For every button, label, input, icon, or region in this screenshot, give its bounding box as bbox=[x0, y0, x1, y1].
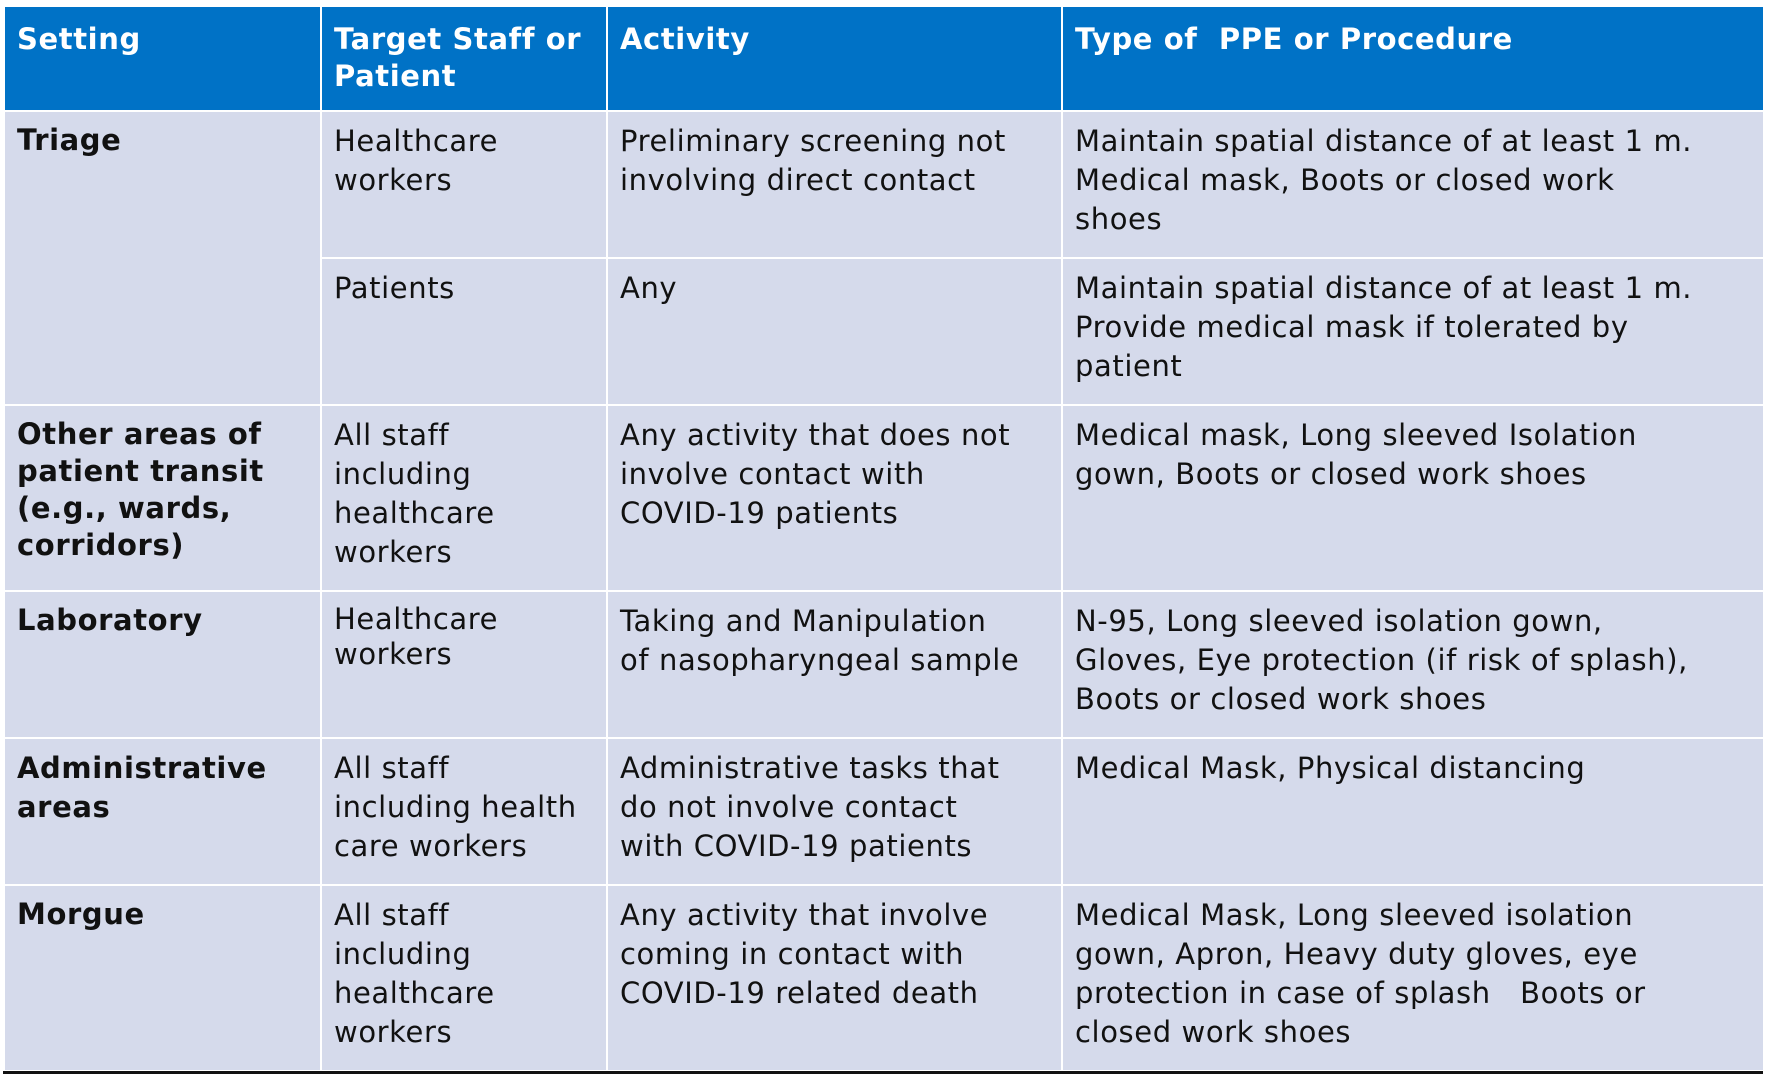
header-activity bbox=[607, 6, 1062, 111]
target-cell bbox=[321, 405, 607, 591]
target-cell bbox=[321, 591, 607, 738]
cell-line: Patients bbox=[334, 271, 455, 305]
bottom-divider bbox=[3, 1071, 1763, 1074]
table-row bbox=[4, 405, 1764, 591]
table-row bbox=[4, 591, 1764, 738]
header-row bbox=[4, 6, 1764, 111]
cell-line: Medical mask, Long sleeved Isolation bbox=[1075, 418, 1637, 452]
cell-line: of nasopharyngeal sample bbox=[620, 643, 1020, 677]
target-cell bbox=[321, 885, 607, 1071]
cell-line: areas bbox=[17, 790, 111, 824]
cell-line: All staff bbox=[334, 418, 450, 452]
ppe-cell bbox=[1062, 738, 1764, 885]
target-cell bbox=[321, 258, 607, 405]
setting-cell-administrative-areas bbox=[4, 738, 321, 885]
cell-line: Medical mask, Boots or closed work bbox=[1075, 163, 1615, 197]
cell-line: with COVID-19 patients bbox=[620, 829, 973, 863]
cell-line: Administrative bbox=[17, 751, 267, 785]
cell-line: Provide medical mask if tolerated by bbox=[1075, 310, 1629, 344]
activity-cell bbox=[607, 885, 1062, 1071]
header-ppe-or-procedure bbox=[1062, 6, 1764, 111]
table-header bbox=[4, 6, 1764, 111]
target-cell bbox=[321, 111, 607, 258]
cell-line: patient bbox=[1075, 349, 1183, 383]
activity-cell bbox=[607, 591, 1062, 738]
activity-cell bbox=[607, 405, 1062, 591]
cell-line: Any activity that does not bbox=[620, 418, 1011, 452]
cell-line: closed work shoes bbox=[1075, 1015, 1352, 1049]
header-target-staff-or-patient bbox=[321, 6, 607, 111]
activity-cell bbox=[607, 111, 1062, 258]
ppe-cell bbox=[1062, 885, 1764, 1071]
cell-line: patient transit bbox=[17, 454, 264, 488]
cell-line: workers bbox=[334, 1015, 453, 1049]
cell-line: including bbox=[334, 937, 472, 971]
setting-cell-morgue bbox=[4, 885, 321, 1071]
cell-line: protection in case of splash Boots or bbox=[1075, 976, 1646, 1010]
activity-cell bbox=[607, 738, 1062, 885]
setting-cell-triage bbox=[4, 111, 321, 405]
cell-line: (e.g., wards, bbox=[17, 491, 232, 525]
ppe-cell bbox=[1062, 111, 1764, 258]
cell-line: shoes bbox=[1075, 202, 1163, 236]
header-ppe-line: Type of PPE or Procedure bbox=[1075, 22, 1513, 56]
cell-line: Maintain spatial distance of at least 1 m. bbox=[1075, 271, 1693, 305]
cell-line: Healthcare bbox=[334, 602, 499, 636]
cell-line: Laboratory bbox=[17, 603, 203, 637]
cell-line: Triage bbox=[17, 123, 122, 157]
cell-line: corridors) bbox=[17, 528, 185, 562]
cell-line: COVID-19 patients bbox=[620, 496, 899, 530]
cell-line: Taking and Manipulation bbox=[620, 604, 987, 638]
header-setting-line: Setting bbox=[17, 22, 141, 56]
cell-line: Healthcare bbox=[334, 124, 499, 158]
setting-cell-laboratory bbox=[4, 591, 321, 738]
cell-line: Any bbox=[620, 271, 678, 305]
cell-line: Other areas of bbox=[17, 417, 262, 451]
cell-line: including bbox=[334, 457, 472, 491]
cell-line: including health bbox=[334, 790, 577, 824]
cell-line: Administrative tasks that bbox=[620, 751, 1000, 785]
header-activity-line: Activity bbox=[620, 22, 750, 56]
cell-line: Any activity that involve bbox=[620, 898, 989, 932]
cell-line: All staff bbox=[334, 898, 450, 932]
cell-line: do not involve contact bbox=[620, 790, 958, 824]
cell-line: care workers bbox=[334, 829, 528, 863]
cell-line: Medical Mask, Physical distancing bbox=[1075, 751, 1586, 785]
header-target-line: or Patient bbox=[334, 22, 582, 93]
header-setting bbox=[4, 6, 321, 111]
table-row bbox=[4, 738, 1764, 885]
ppe-cell bbox=[1062, 258, 1764, 405]
header-target-line: Target Staff bbox=[334, 22, 536, 56]
cell-line: workers bbox=[334, 535, 453, 569]
cell-line: Boots or closed work shoes bbox=[1075, 682, 1487, 716]
setting-cell-other-areas bbox=[4, 405, 321, 591]
cell-line: workers bbox=[334, 163, 453, 197]
cell-line: N-95, Long sleeved isolation gown, bbox=[1075, 604, 1603, 638]
cell-line: Gloves, Eye protection (if risk of splash), bbox=[1075, 643, 1688, 677]
ppe-cell bbox=[1062, 591, 1764, 738]
cell-line: healthcare bbox=[334, 976, 495, 1010]
activity-cell bbox=[607, 258, 1062, 405]
cell-line: workers bbox=[334, 637, 453, 671]
cell-line: Preliminary screening not bbox=[620, 124, 1006, 158]
cell-line: involve contact with bbox=[620, 457, 925, 491]
ppe-cell bbox=[1062, 405, 1764, 591]
cell-line: coming in contact with bbox=[620, 937, 965, 971]
target-cell bbox=[321, 738, 607, 885]
cell-line: Maintain spatial distance of at least 1 m. bbox=[1075, 124, 1693, 158]
table-body bbox=[4, 111, 1764, 1071]
cell-line: healthcare bbox=[334, 496, 495, 530]
cell-line: involving direct contact bbox=[620, 163, 976, 197]
cell-line: gown, Apron, Heavy duty gloves, eye bbox=[1075, 937, 1638, 971]
table-row bbox=[4, 885, 1764, 1071]
table-row bbox=[4, 111, 1764, 258]
cell-line: Medical Mask, Long sleeved isolation bbox=[1075, 898, 1634, 932]
cell-line: Morgue bbox=[17, 897, 145, 931]
ppe-guidance-table bbox=[3, 5, 1765, 1072]
cell-line: All staff bbox=[334, 751, 450, 785]
cell-line: gown, Boots or closed work shoes bbox=[1075, 457, 1587, 491]
cell-line: COVID-19 related death bbox=[620, 976, 979, 1010]
